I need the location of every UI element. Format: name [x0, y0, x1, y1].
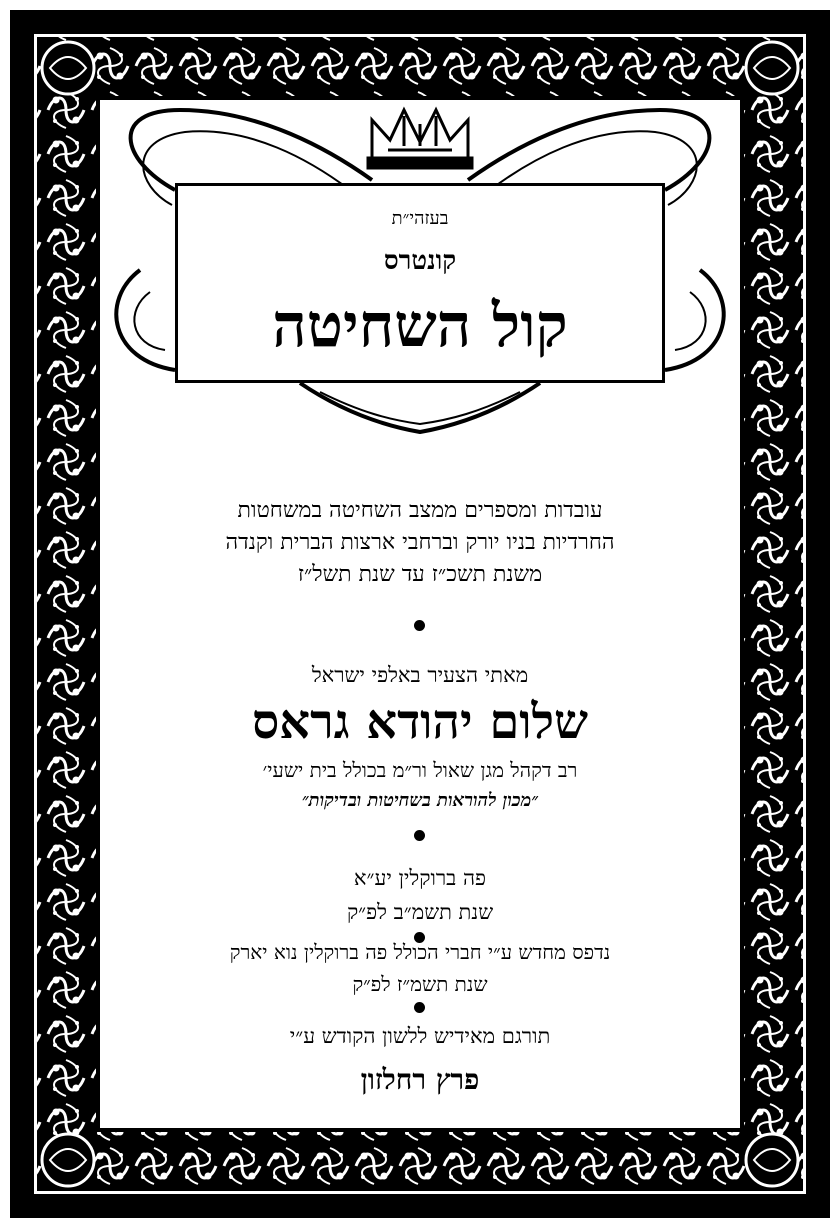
reprint-note: נדפס מחדש ע״י חברי הכולל פה ברוקלין נוא יארק [229, 940, 611, 964]
round-bullet-icon [414, 830, 425, 841]
author-intro: מאתי הצעיר באלפי ישראל [311, 663, 529, 687]
blessing-text: בעזהי״ת [391, 208, 449, 229]
crown-ornament-icon [368, 110, 472, 168]
subtitle-text: קונטרס [383, 246, 457, 276]
publication-year: שנת תשמ״ב לפ״ק [346, 900, 494, 924]
book-title: קול השחיטה [272, 291, 568, 361]
publication-place: פה ברוקלין יע״א [353, 866, 487, 890]
round-bullet-icon [414, 620, 425, 631]
institute-name: ״מכון להוראות בשחיטות ובדיקות״ [301, 790, 539, 811]
translation-credit: תורגם מאידיש ללשון הקודש ע״י [289, 1024, 551, 1048]
description-line-1: עובדות ומספרים ממצב השחיטה במשחטות [237, 498, 603, 523]
reprint-year: שנת תשמ״ז לפ״ק [352, 972, 488, 996]
author-name: שלום יהודא גראס [251, 694, 589, 750]
description-line-2: החרדיות בניו יורק וברחבי ארצות הברית וקנדה [225, 530, 615, 555]
translator-name: פרץ רחלזון [360, 1063, 480, 1096]
description-line-3: משנת תשכ״ז עד שנת תשל״ז [297, 562, 543, 587]
title-panel [175, 183, 665, 383]
round-bullet-icon [414, 1002, 425, 1013]
author-position: רב דקהל מגן שאול ור״מ בכולל בית ישעי׳ [262, 758, 578, 782]
